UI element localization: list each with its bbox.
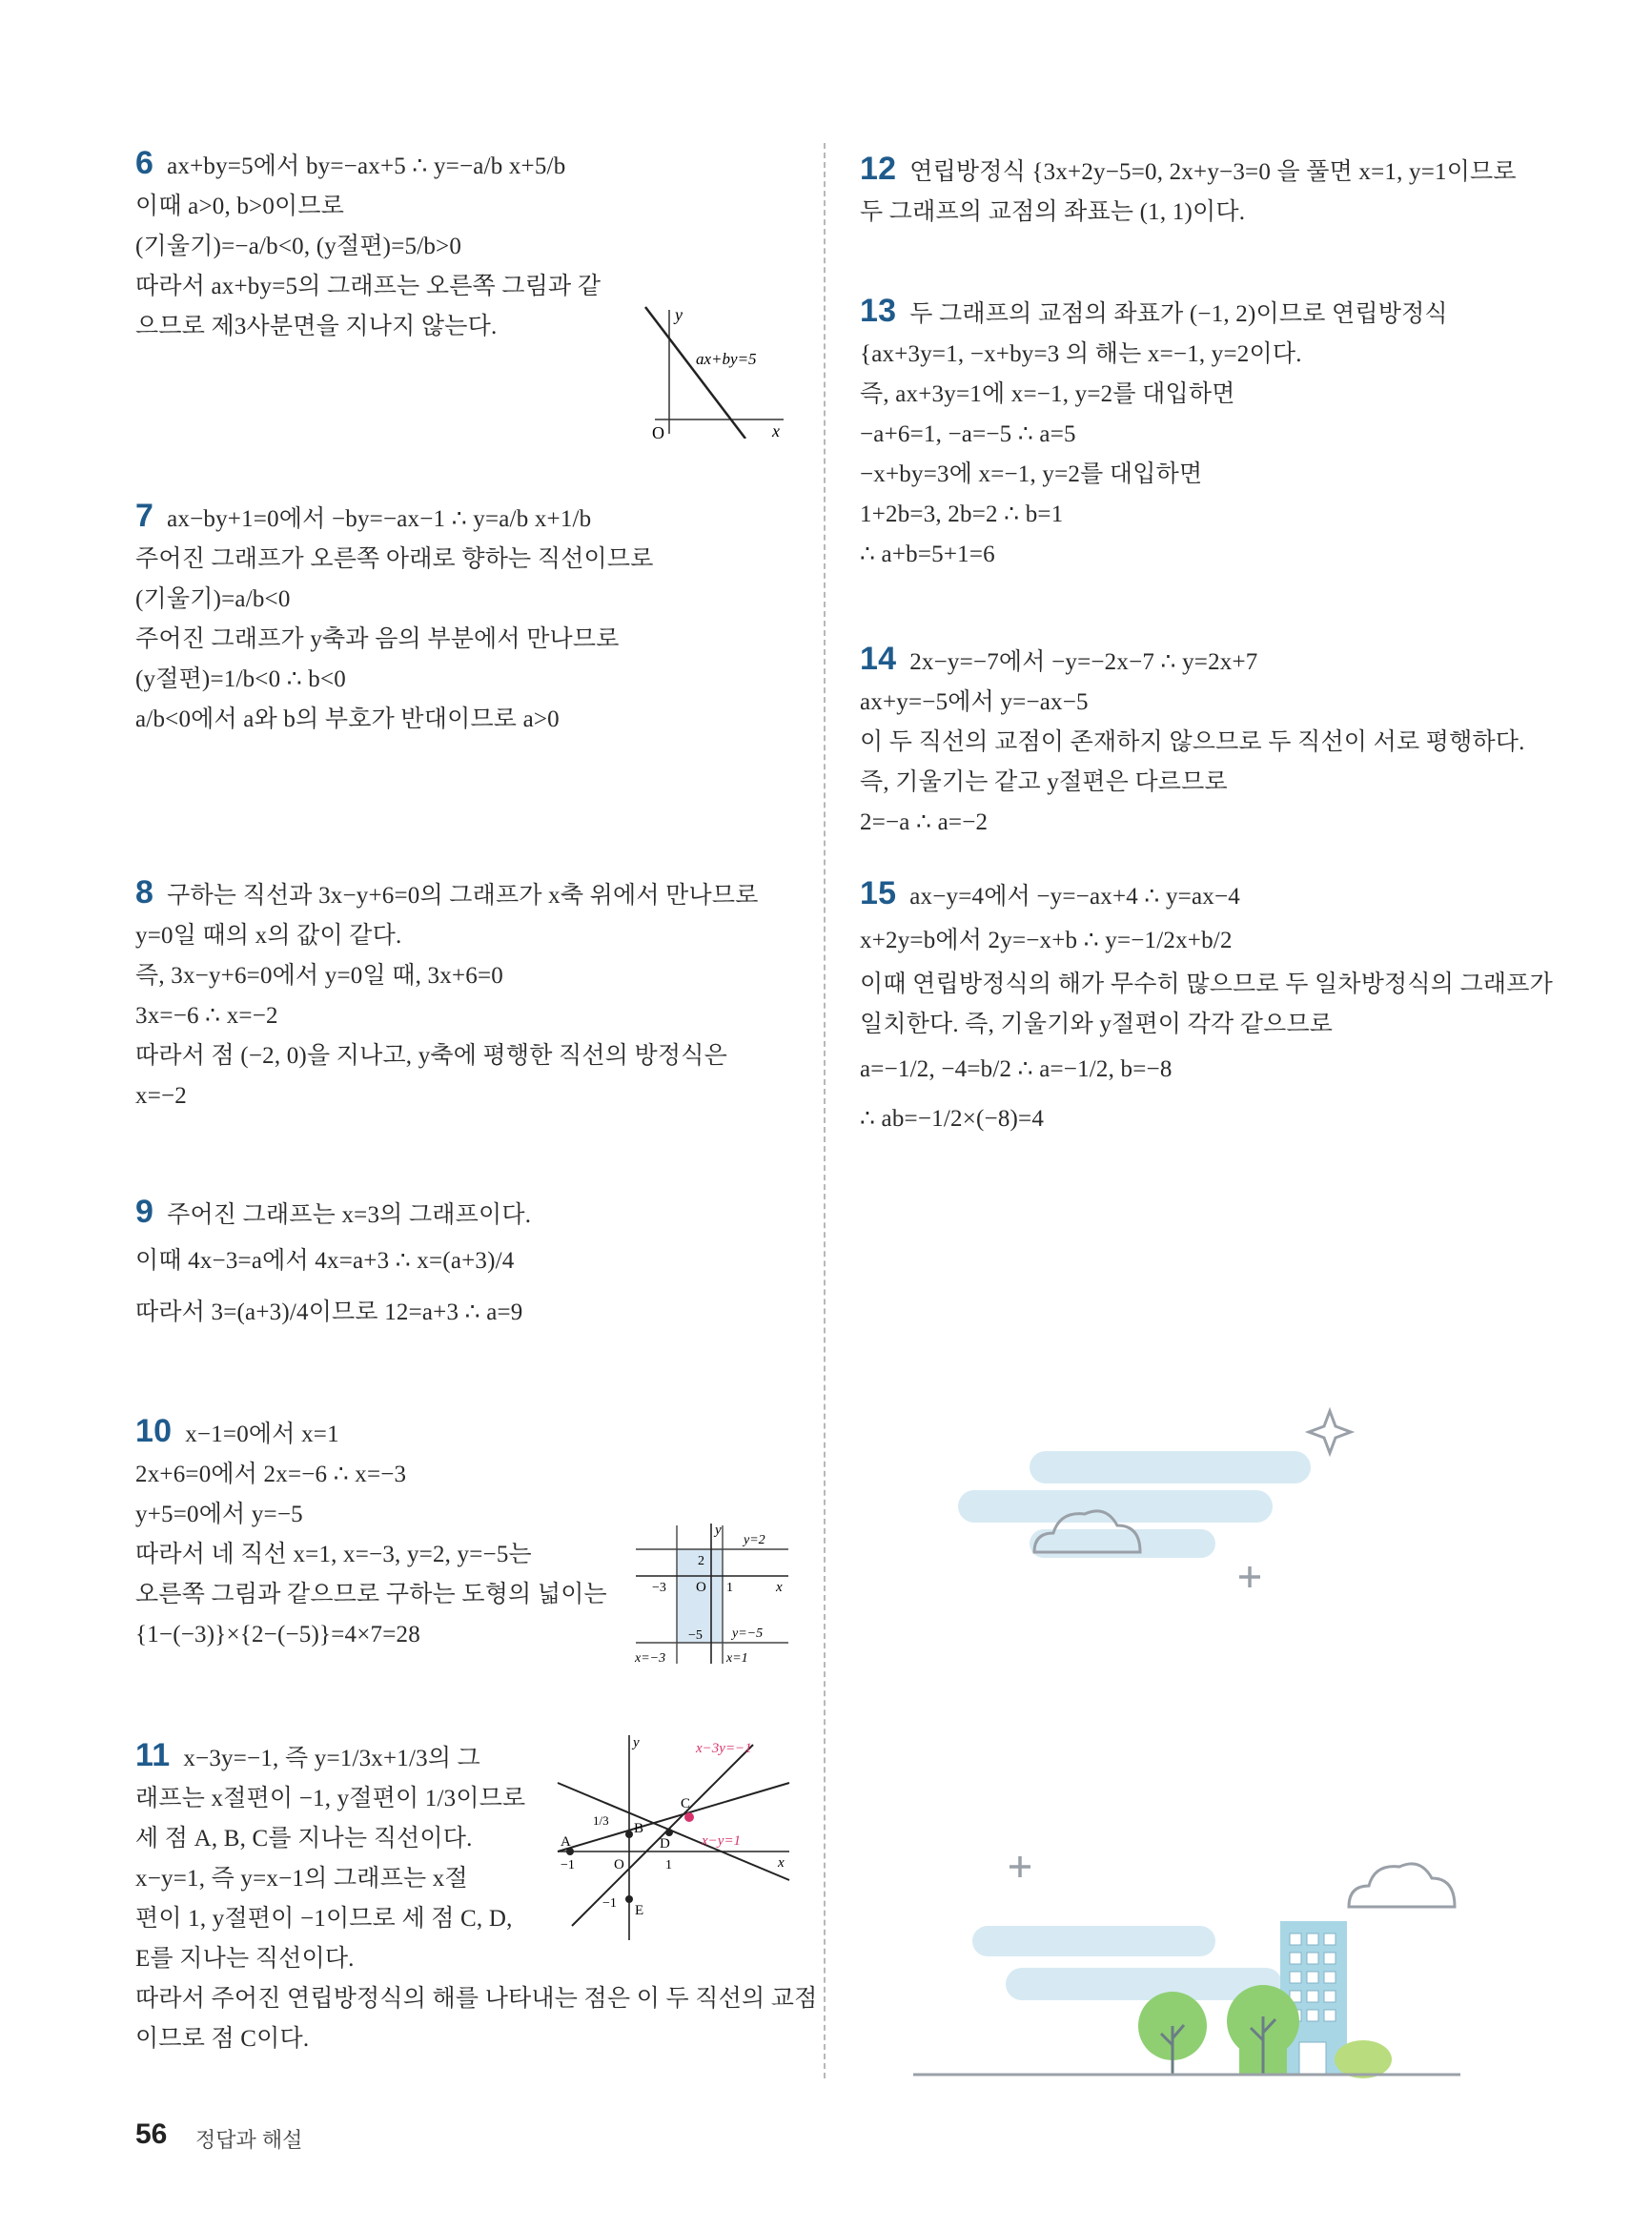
problem-line: 따라서 ax+by=5의 그래프는 오른쪽 그림과 같 [135,274,602,299]
cloud-band [1030,1451,1311,1483]
footer-label: 정답과 해설 [195,2128,303,2152]
equation-label-1: x−3y=−1 [696,1741,752,1756]
problem-line: 으므로 제3사분면을 지나지 않는다. [135,314,498,339]
tick-2: 2 [698,1554,704,1568]
problem-8 [135,872,793,1116]
label-d: D [660,1836,670,1852]
problem-line: 이때 연립방정식의 해가 무수히 많으므로 두 일차방정식의 그래프가 [860,972,1553,997]
problem-number: 15 [860,875,897,911]
origin-label: O [652,423,664,439]
problem-line: 이므로 점 C이다. [135,2026,310,2052]
tick-y-minus-1: −1 [602,1896,617,1911]
problem-line: 따라서 네 직선 x=1, x=−3, y=2, y=−5는 [135,1542,532,1567]
problem-line: 즉, ax+3y=1에 x=−1, y=2를 대입하면 [860,381,1235,407]
problem-number: 10 [135,1413,173,1449]
label-x-1: x=1 [726,1651,748,1666]
x-axis-label: x [772,421,780,439]
problem-line: 연립방정식 {3x+2y−5=0, 2x+y−3=0 을 풀면 x=1, y=1이므로 [909,159,1517,185]
problem-line: 1+2b=3, 2b=2 ∴ b=1 [860,501,1064,527]
graph-figure-10 [631,1521,793,1673]
problem-line: ax−y=4에서 −y=−ax+4 ∴ y=ax−4 [909,884,1240,910]
problem-line: 주어진 그래프는 x=3의 그래프이다. [167,1202,532,1228]
problem-line: 세 점 A, B, C를 지나는 직선이다. [135,1826,473,1852]
problem-number: 14 [860,641,897,677]
problem-line: ax+by=5에서 by=−ax+5 ∴ y=−a/b x+5/b [167,153,566,179]
problem-line: 이 두 직선의 교점이 존재하지 않으므로 두 직선이 서로 평행하다. [860,729,1525,755]
problem-number: 8 [135,874,154,910]
problem-14 [860,639,1527,843]
problem-line: 두 그래프의 교점의 좌표는 (1, 1)이다. [860,199,1246,225]
origin-label: O [696,1580,706,1595]
problem-line: ∴ a+b=5+1=6 [860,542,995,567]
label-a: A [561,1834,571,1850]
y-axis-label: y [633,1735,640,1750]
problem-line: x=−2 [135,1083,187,1109]
plus-icon [1010,1856,1030,1877]
label-y-2: y=2 [744,1533,765,1547]
problem-line: ax+y=−5에서 y=−ax−5 [860,689,1089,715]
problem-number: 7 [135,498,154,534]
problem-line: 일치한다. 즉, 기울기와 y절편이 각각 같으므로 [860,1012,1334,1037]
problem-line: 따라서 주어진 연립방정식의 해를 나타내는 점은 이 두 직선의 교점 [135,1986,818,2012]
problem-line: 2x+6=0에서 2x=−6 ∴ x=−3 [135,1462,407,1487]
x-axis-label: x [778,1855,785,1871]
problem-line: x−1=0에서 x=1 [185,1422,339,1447]
problem-12 [860,149,1527,233]
problem-line: 편이 1, y절편이 −1이므로 세 점 C, D, [135,1906,513,1932]
label-c: C [681,1796,691,1811]
equation-label-2: x−y=1 [702,1833,742,1849]
point-b [625,1831,633,1838]
sparkle-icon [1309,1411,1351,1453]
x-axis-label: x [776,1580,783,1595]
problem-line: 2x−y=−7에서 −y=−2x−7 ∴ y=2x+7 [909,649,1258,675]
tick-one-third: 1/3 [593,1813,609,1828]
problem-line: y=0일 때의 x의 값이 같다. [135,923,402,949]
cloud-band [972,1926,1215,1956]
problem-line: ∴ ab=−1/2×(−8)=4 [860,1106,1045,1132]
problem-line: {ax+3y=1, −x+by=3 의 해는 x=−1, y=2이다. [860,341,1302,367]
tick-1: 1 [665,1858,672,1872]
y-axis-label: y [675,305,683,324]
origin-label: O [614,1857,624,1872]
problem-line: 따라서 점 (−2, 0)을 지나고, y축에 평행한 직선의 방정식은 [135,1043,727,1069]
problem-line: −x+by=3에 x=−1, y=2를 대입하면 [860,461,1203,487]
decorative-illustration [906,1392,1497,2088]
problem-line: x−y=1, 즉 y=x−1의 그래프는 x절 [135,1866,468,1892]
problem-7 [135,496,793,740]
problem-line: E를 지나는 직선이다. [135,1946,355,1972]
problem-line: (기울기)=−a/b<0, (y절편)=5/b>0 [135,234,462,259]
problem-line: 이때 4x−3=a에서 4x=a+3 ∴ x=(a+3)/4 [135,1248,515,1274]
problem-line: a=−1/2, −4=b/2 ∴ a=−1/2, b=−8 [860,1056,1173,1082]
point-e [625,1895,633,1903]
problem-line: 래프는 x절편이 −1, y절편이 1/3이므로 [135,1786,526,1811]
problem-line: ax−by+1=0에서 −by=−ax−1 ∴ y=a/b x+1/b [167,506,592,532]
problem-line: 두 그래프의 교점의 좌표가 (−1, 2)이므로 연립방정식 [909,301,1448,327]
problem-line: y+5=0에서 y=−5 [135,1502,303,1527]
tick-minus-5: −5 [688,1628,703,1643]
problem-13 [860,291,1527,575]
column-divider [824,143,826,2078]
problem-line: 오른쪽 그림과 같으므로 구하는 도형의 넓이는 [135,1582,607,1607]
problem-line: 3x=−6 ∴ x=−2 [135,1003,278,1029]
label-e: E [635,1903,644,1918]
cloud-icon [1349,1864,1455,1907]
problem-6 [135,143,793,439]
label-b: B [634,1821,644,1836]
page-number: 56 [135,2118,168,2150]
problem-line: −a+6=1, −a=−5 ∴ a=5 [860,421,1076,447]
problem-line: x+2y=b에서 2y=−x+b ∴ y=−1/2x+b/2 [860,928,1233,953]
problem-11 [135,1735,818,2059]
label-x-minus-3: x=−3 [635,1651,666,1666]
problem-number: 12 [860,151,897,187]
point-c [684,1812,694,1822]
problem-15 [860,873,1553,1144]
tick-minus-1: −1 [561,1858,575,1872]
problem-line: 즉, 3x−y+6=0에서 y=0일 때, 3x+6=0 [135,963,503,989]
line-label: ax+by=5 [696,350,757,368]
tick-1: 1 [726,1581,733,1595]
label-y-minus-5: y=−5 [732,1626,764,1641]
line-other [558,1783,789,1880]
tick-minus-3: −3 [652,1581,666,1595]
problem-line: (기울기)=a/b<0 [135,586,291,612]
problem-line: 이때 a>0, b>0이므로 [135,194,345,219]
problem-line: x−3y=−1, 즉 y=1/3x+1/3의 그 [183,1746,480,1771]
problem-line: 주어진 그래프가 y축과 음의 부분에서 만나므로 [135,626,620,652]
cloud-band [958,1490,1273,1523]
problem-number: 6 [135,145,154,181]
problem-line: 2=−a ∴ a=−2 [860,809,989,835]
problem-line: 주어진 그래프가 오른쪽 아래로 향하는 직선이므로 [135,546,654,572]
problem-number: 9 [135,1194,154,1230]
problem-number: 13 [860,293,897,329]
graph-figure-6 [641,305,793,439]
y-axis-label: y [715,1523,722,1538]
problem-line: {1−(−3)}×{2−(−5)}=4×7=28 [135,1622,420,1647]
problem-line: 따라서 3=(a+3)/4이므로 12=a+3 ∴ a=9 [135,1299,523,1325]
problem-line: 즉, 기울기는 같고 y절편은 다르므로 [860,769,1228,795]
problem-line: a/b<0에서 a와 b의 부호가 반대이므로 a>0 [135,706,560,732]
graph-figure-11 [553,1726,791,1945]
problem-9 [135,1192,793,1339]
bush [1335,2040,1392,2078]
problem-line: (y절편)=1/b<0 ∴ b<0 [135,666,346,692]
problem-10 [135,1411,793,1666]
problem-number: 11 [135,1737,171,1773]
plus-icon [1239,1566,1260,1587]
point-d [665,1829,673,1836]
problem-line: 구하는 직선과 3x−y+6=0의 그래프가 x축 위에서 만나므로 [167,883,759,909]
